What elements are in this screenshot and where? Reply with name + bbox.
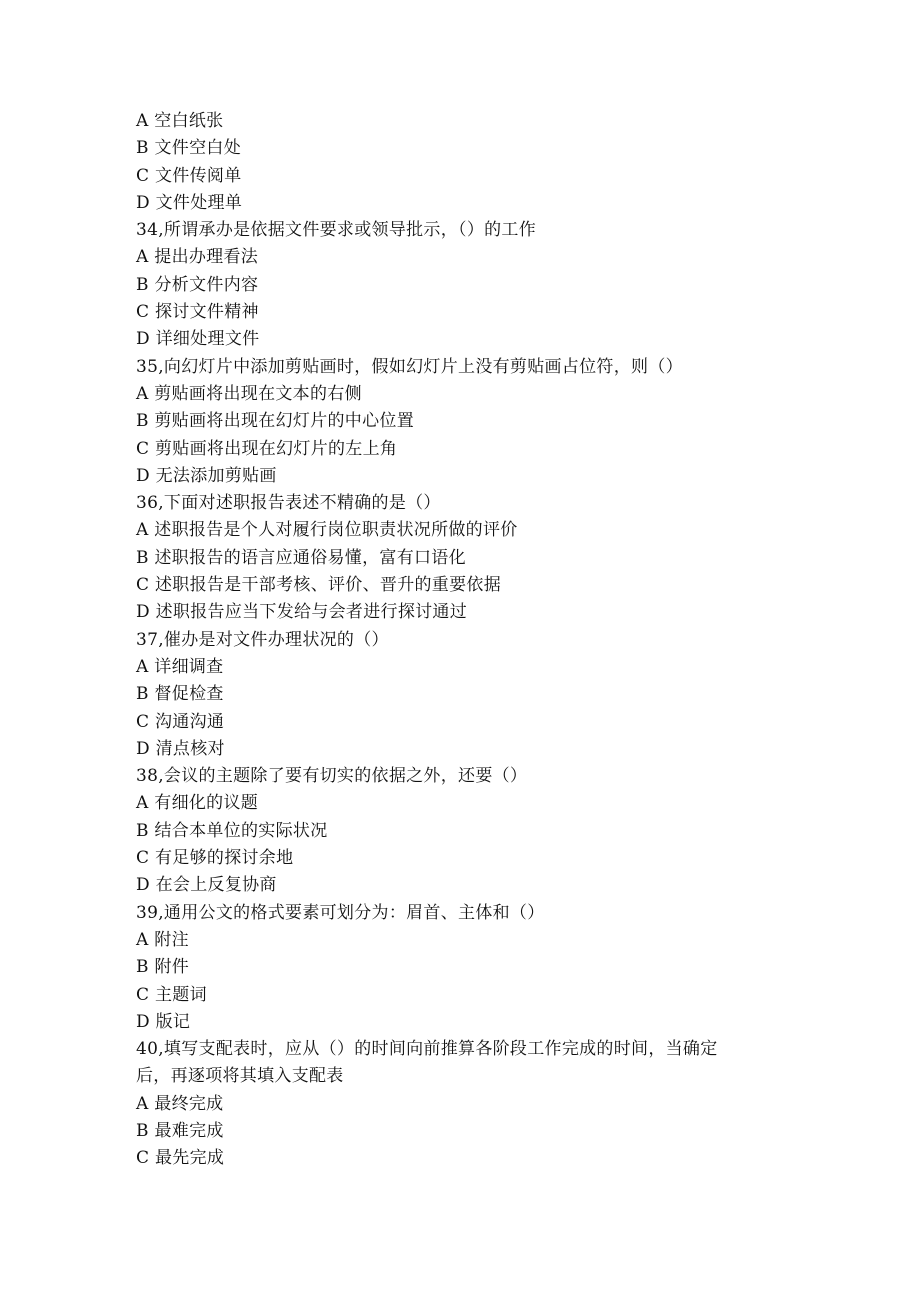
question-34: 34,所谓承办是依据文件要求或领导批示，（）的工作 [136,220,537,241]
option-line: B 分析文件内容 [136,274,259,295]
option-line: C 探讨文件精神 [136,302,259,323]
document-page [136,108,776,1173]
option-line: C 有足够的探讨余地 [136,848,294,869]
option-line: B 文件空白处 [136,138,241,159]
option-line: C 述职报告是干部考核、评价、晋升的重要依据 [136,575,502,596]
option-line: A 空白纸张 [136,111,224,131]
question-39: 39,通用公文的格式要素可划分为：眉首、主体和（） [136,902,545,923]
option-line: A 剪贴画将出现在文本的右侧 [136,383,362,404]
question-38: 38,会议的主题除了要有切实的依据之外，还要（） [136,766,528,787]
option-line: D 无法添加剪贴画 [136,465,277,486]
question-35: 35,向幻灯片中添加剪贴画时，假如幻灯片上没有剪贴画占位符，则（） [136,356,683,377]
question-36: 36,下面对述职报告表述不精确的是（） [136,493,441,514]
option-line: A 述职报告是个人对履行岗位职责状况所做的评价 [136,520,518,541]
option-line: D 版记 [136,1011,191,1032]
option-line: C 剪贴画将出现在幻灯片的左上角 [136,438,398,459]
option-line: A 附注 [136,929,189,950]
option-line: C 最先完成 [136,1148,225,1169]
option-line: A 最终完成 [136,1093,224,1114]
option-line: B 剪贴画将出现在幻灯片的中心位置 [136,411,414,432]
option-line: A 提出办理看法 [136,247,259,268]
option-line: D 在会上反复协商 [136,875,277,896]
option-line: D 详细处理文件 [136,329,260,350]
option-line: D 文件处理单 [136,192,243,213]
option-line: B 结合本单位的实际状况 [136,820,328,841]
question-40-continued: 后，再逐项将其填入支配表 [136,1066,344,1087]
option-line: B 督促检查 [136,684,224,705]
option-line: A 有细化的议题 [136,793,259,814]
option-line: B 述职报告的语言应通俗易懂，富有口语化 [136,547,466,568]
option-line: C 沟通沟通 [136,711,225,732]
option-line: D 述职报告应当下发给与会者进行探讨通过 [136,602,468,623]
option-line: B 最难完成 [136,1120,224,1141]
option-line: C 主题词 [136,984,207,1005]
question-40: 40,填写支配表时，应从（）的时间向前推算各阶段工作完成的时间，当确定 [136,1039,718,1060]
option-line: A 详细调查 [136,656,224,677]
option-line: C 文件传阅单 [136,165,242,186]
question-37: 37,催办是对文件办理状况的（） [136,629,389,650]
option-line: D 清点核对 [136,738,225,759]
option-line: B 附件 [136,957,190,978]
